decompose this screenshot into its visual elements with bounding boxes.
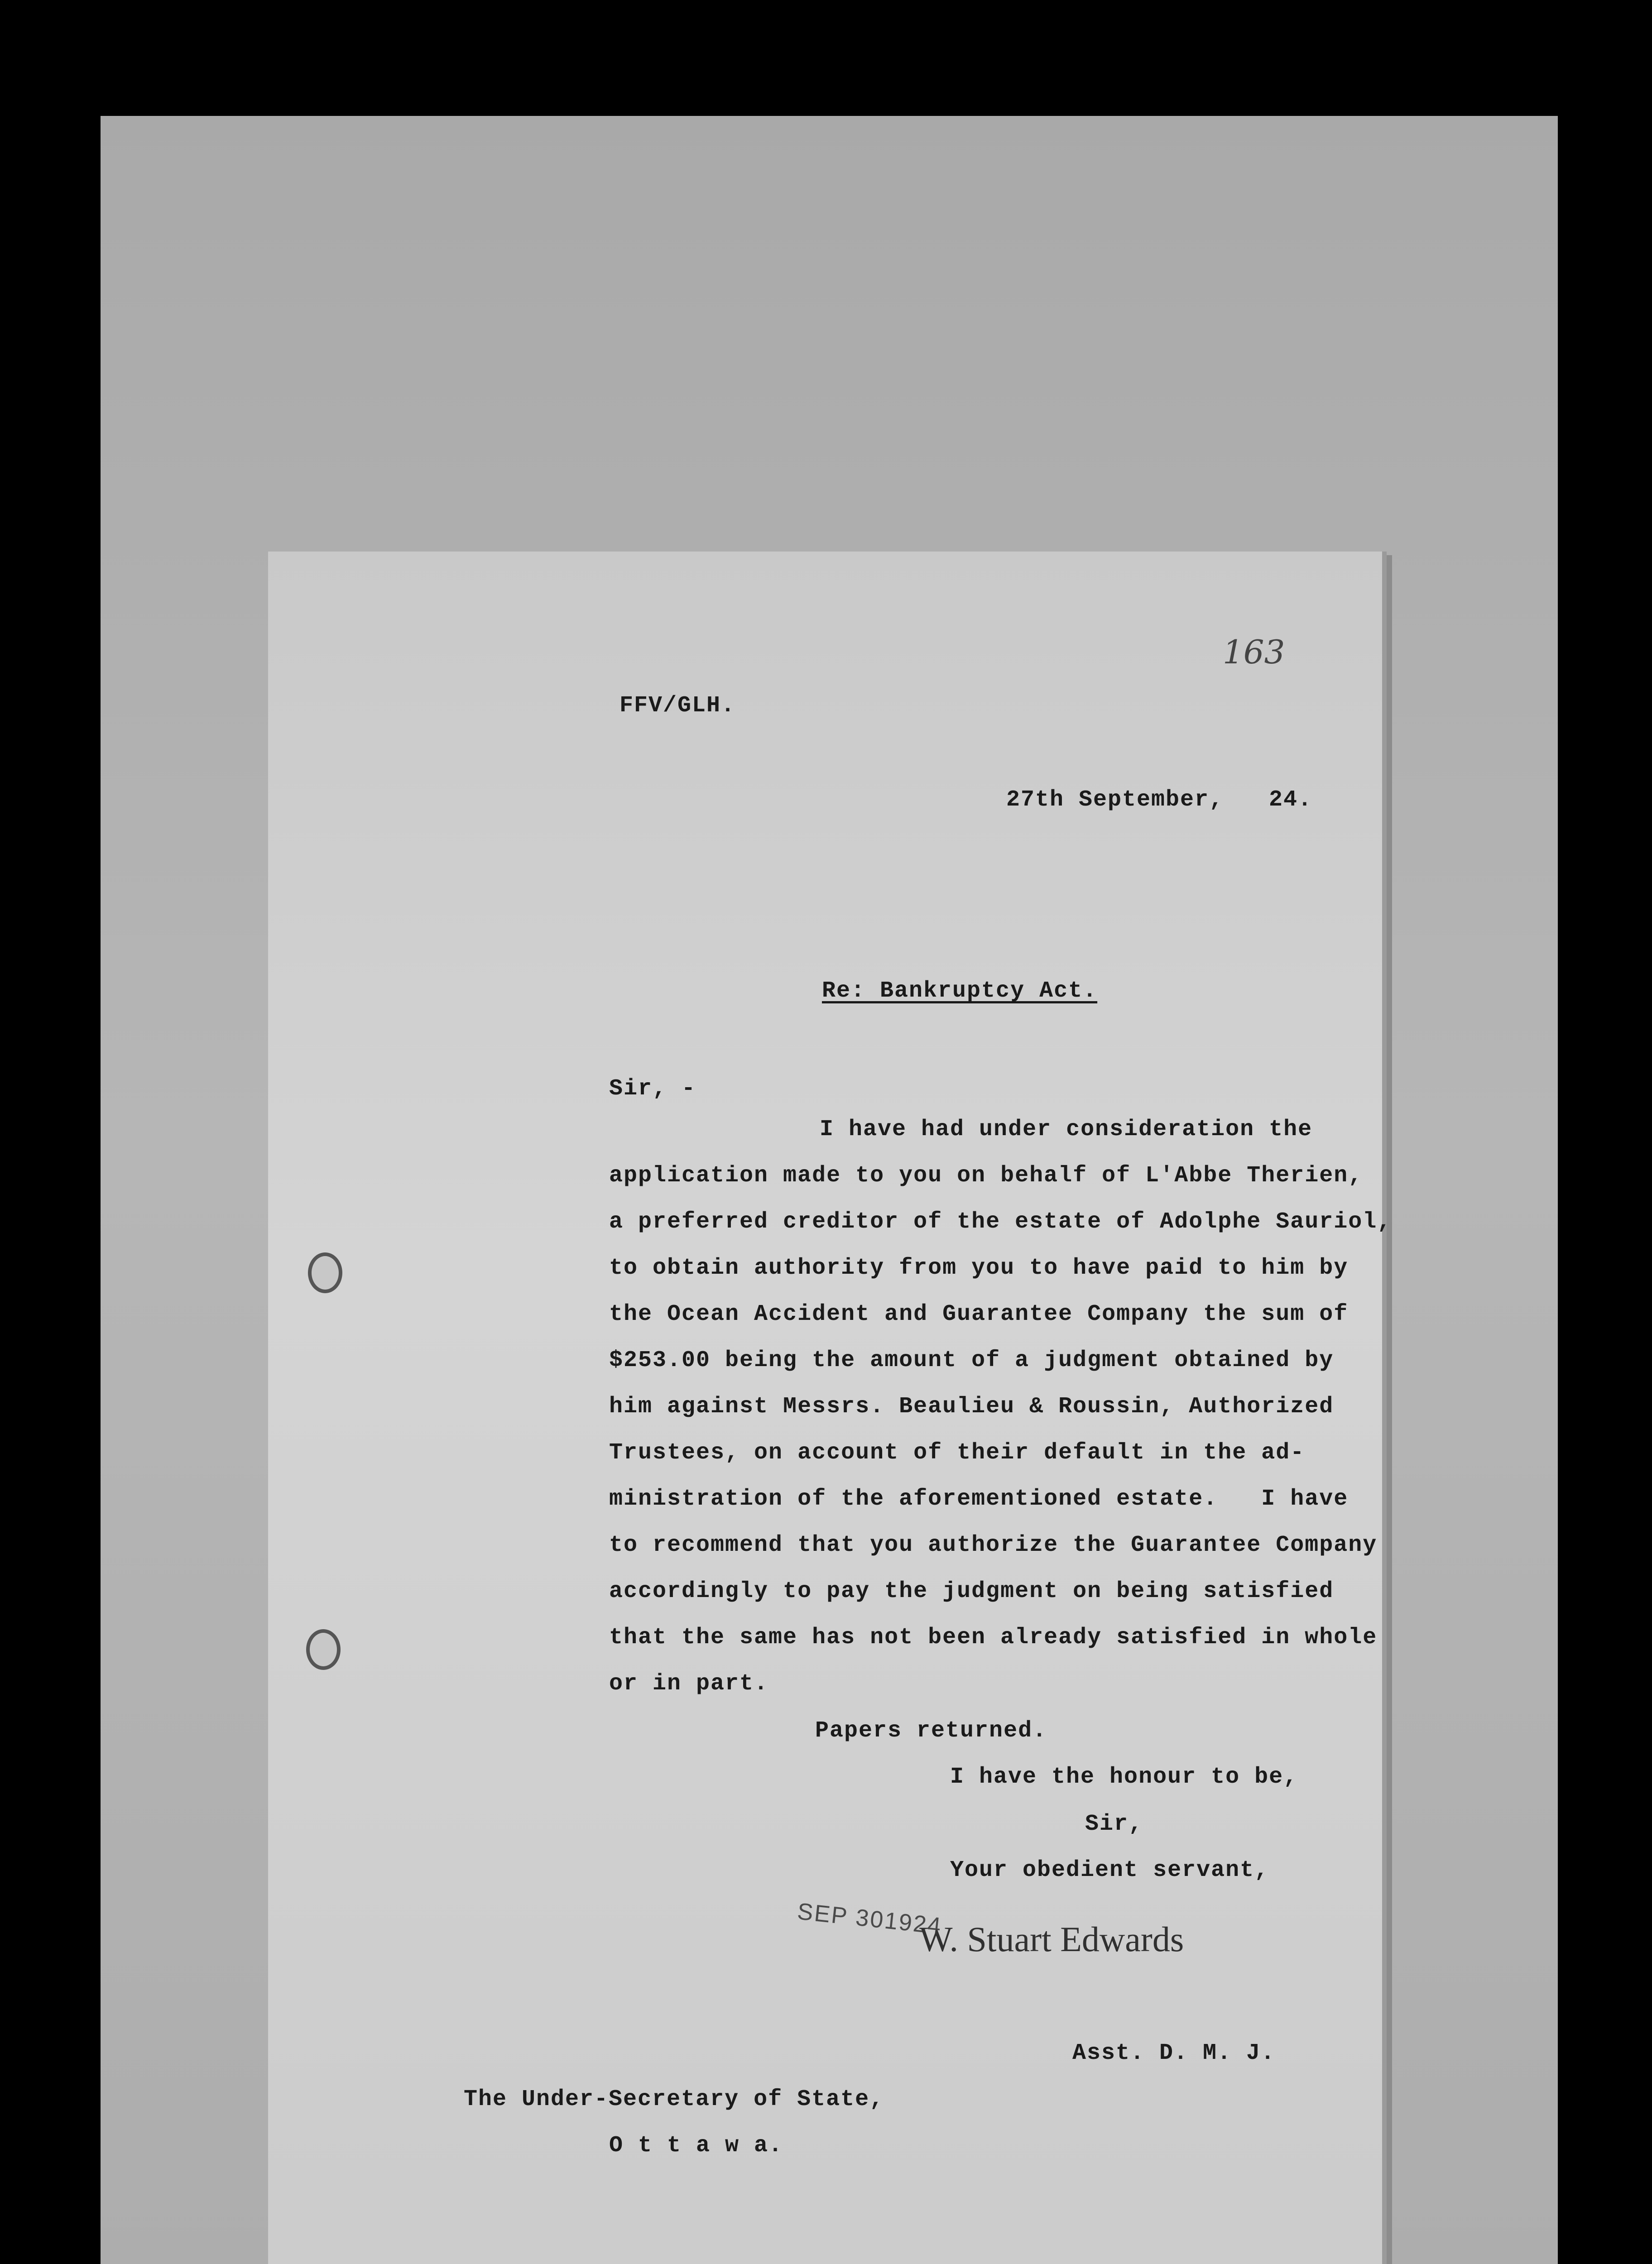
body-line: I have had under consideration the [820,1117,1313,1142]
body-line: accordingly to pay the judgment on being satisfied [609,1578,1334,1604]
body-line: or in part. [609,1671,769,1697]
papers-returned: Papers returned. [815,1718,1047,1744]
salutation: Sir, - [609,1076,696,1102]
subject-line: Re: Bankruptcy Act. [822,978,1098,1004]
body-line: to obtain authority from you to have paid to him by [609,1255,1349,1281]
signatory-title: Asst. D. M. J. [1072,2040,1276,2066]
addressee: The Under-Secretary of State, [464,2087,884,2112]
punch-hole [306,1629,341,1670]
letter-date-year: 24. [1269,787,1313,813]
closing-servant: Your obedient servant, [950,1857,1269,1883]
body-line: application made to you on behalf of L'Abbe Therien, [609,1163,1363,1189]
body-line: Trustees, on account of their default in the ad- [609,1440,1305,1466]
closing-honour: I have the honour to be, [950,1764,1298,1790]
punch-hole [308,1252,342,1293]
body-line: ministration of the aforementioned estate. I have [609,1486,1349,1512]
body-line: to recommend that you authorize the Guarantee Company [609,1532,1378,1558]
body-line: $253.00 being the amount of a judgment obtained by [609,1348,1334,1373]
body-line: that the same has not been already satisfied in whole [609,1625,1378,1650]
received-date-stamp: SEP 301924 [796,1898,944,1940]
letter-date: 27th September, [1006,787,1224,813]
folio-number: 163 [1223,633,1285,671]
reference-initials: FFV/GLH. [620,693,736,719]
body-line: a preferred creditor of the estate of Adolphe Sauriol, [609,1209,1392,1235]
body-line: the Ocean Accident and Guarantee Company the sum of [609,1301,1349,1327]
closing-sir: Sir, [1085,1811,1143,1837]
signature: W. Stuart Edwards [919,1919,1184,1959]
addressee-city: O t t a w a. [609,2133,783,2158]
body-line: him against Messrs. Beaulieu & Roussin, Authorized [609,1394,1334,1420]
